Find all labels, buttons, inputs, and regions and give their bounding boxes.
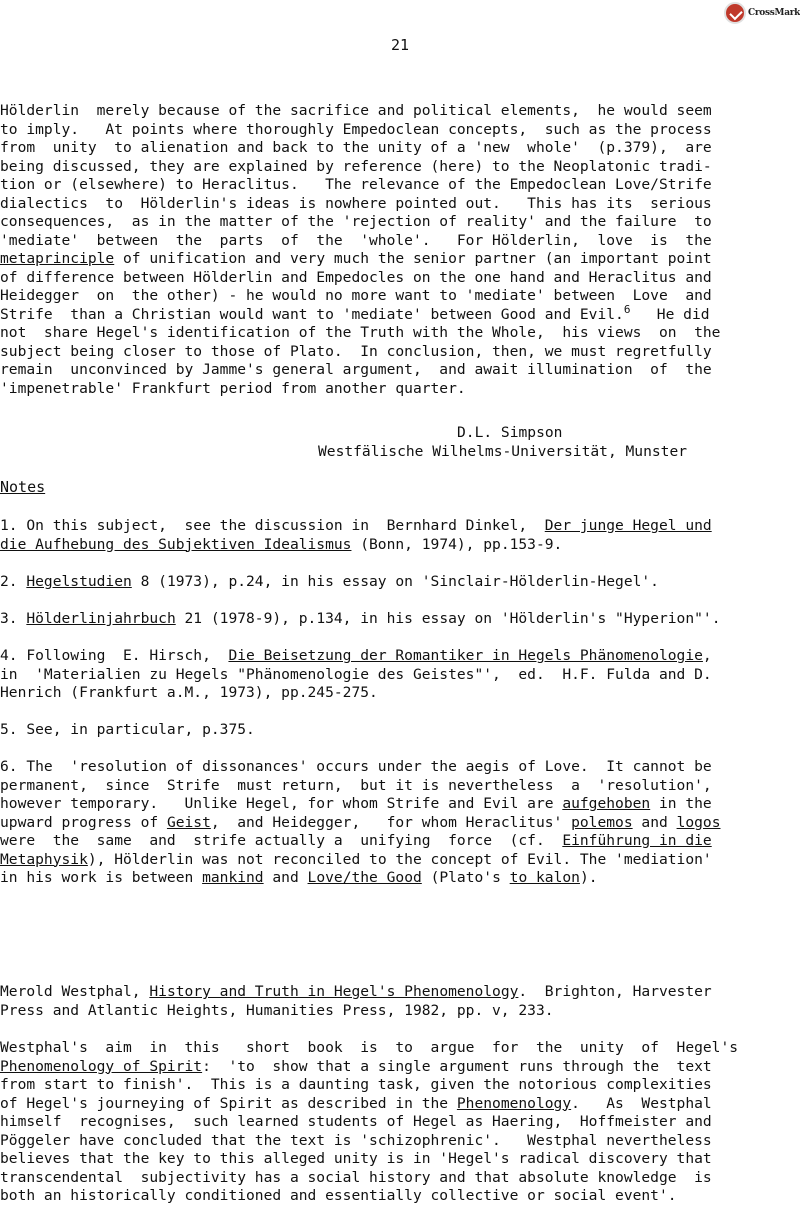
- paragraph-line: 'impenetrable' Frankfurt period from another quarter.: [0, 379, 466, 397]
- note-5: 5. See, in particular, p.375.: [0, 721, 255, 738]
- note-1: 1. On this subject, see the discussion in Bernhard Dinkel, Der junge Hegel und die Aufhebung des Subjektiven Idealismus (Bonn, 1974), pp.153-9.: [0, 517, 712, 553]
- note-2: 2. Hegelstudien 8 (1973), p.24, in his essay on 'Sinclair-Hölderlin-Hegel'.: [0, 573, 659, 590]
- paragraph-line: being discussed, they are explained by reference (here) to the Neoplatonic tradi-: [0, 157, 712, 175]
- paragraph-line: from unity to alienation and back to the unity of a 'new whole' (p.379), are: [0, 139, 712, 156]
- note-6: 6. The 'resolution of dissonances' occurs under the aegis of Love. It cannot be permanent, since Strife must return, but it is nevertheless a 'resolution', however temporary. Unlike Hegel, for whom Strife and Evil are aufgehoben in the upward progress of Geist, and Heidegger, for whom Heraclitus' polemos and logos were the same and strife actually a unifying force (cf. Einführung in die Metaphysik), Hölderlin was not reconciled to the concept of Evil. The 'mediation' in his work is between mankind and Love/the Good (Plato's to kalon).: [0, 758, 721, 886]
- review-citation: Merold Westphal, History and Truth in Hegel's Phenomenology. Brighton, Harvester Press and Atlantic Heights, Humanities Press, 1982, pp. v, 233.: [0, 983, 712, 1019]
- note-4: 4. Following E. Hirsch, Die Beisetzung der Romantiker in Hegels Phänomenologie, in 'Materialien zu Hegels "Phänomenologie des Geistes"', ed. H.F. Fulda and D. Henrich (Frankfurt a.M., 1973), pp.245-275.: [0, 647, 712, 701]
- paragraph-line: Heidegger on the other) - he would no more want to 'mediate' between Love and: [0, 287, 712, 304]
- crossmark-label: CrossMark: [748, 8, 800, 18]
- paragraph-line: tion or (elsewhere) to Heraclitus. The relevance of the Empedoclean Love/Strife: [0, 176, 712, 193]
- note-1-title-cont: die Aufhebung des Subjektiven Idealismus: [0, 535, 352, 553]
- note-4-title: Die Beisetzung der Romantiker in Hegels Phänomenologie: [228, 647, 703, 664]
- crossmark-logo[interactable]: [722, 2, 798, 28]
- note-3: 3. Hölderlinjahrbuch 21 (1978-9), p.134, in his essay on 'Hölderlin's "Hyperion"'.: [0, 610, 721, 627]
- paragraph-line: subject being closer to those of Plato. In conclusion, then, we must regretfully: [0, 342, 712, 360]
- reviewer-affiliation: Westfälische Wilhelms-Universität, Munster: [318, 443, 688, 460]
- review-paragraph: Westphal's aim in this short book is to argue for the unity of Hegel's Phenomenology of Spirit: 'to show that a single argument runs through the text from start to finish'. This is a daunting task, given the notorious complexities of Hegel's journeying of Spirit as described in the Phenomenology. As Westphal himself recognises, such learned students of Hegel as Haering, Hoffmeister and Pöggeler have concluded that the text is 'schizophrenic'. Westphal nevertheless believes that the key to this alleged unity is in 'Hegel's radical discovery that transcendental subjectivity has a social history and that absolute knowledge is both an historically conditioned and essentially collective or social event'.: [0, 1039, 739, 1204]
- note-1-title: Der junge Hegel und: [544, 517, 712, 534]
- page-number: 21: [390, 36, 410, 54]
- paragraph-line: remain unconvinced by Jamme's general argument, and await illumination of the: [0, 361, 712, 378]
- paragraph-line: not share Hegel's identification of the Truth with the Whole, his views on the: [0, 324, 721, 341]
- paragraph-line: 'mediate' between the parts of the 'whole'. For Hölderlin, love is the: [0, 231, 712, 249]
- crossmark-icon: [724, 2, 746, 24]
- paragraph-line: dialectics to Hölderlin's ideas is nowhere pointed out. This has its serious: [0, 194, 712, 212]
- reviewer-name: D.L. Simpson: [457, 424, 563, 441]
- paragraph-line: to imply. At points where thoroughly Empedoclean concepts, such as the process: [0, 120, 712, 138]
- review-book-title: History and Truth in Hegel's Phenomenology: [149, 983, 519, 1000]
- note-3-title: Hölderlinjahrbuch: [26, 610, 176, 627]
- body-paragraph-1: [0, 102, 756, 398]
- paragraph-line: of difference between Hölderlin and Empedocles on the one hand and Heraclitus and: [0, 268, 712, 286]
- notes-heading: Notes: [0, 478, 46, 496]
- paragraph-line: metaprinciple of unification and very much the senior partner (an important point: [0, 250, 712, 267]
- note-2-title: Hegelstudien: [26, 573, 132, 590]
- paragraph-line: Hölderlin merely because of the sacrifice and political elements, he would seem: [0, 102, 712, 119]
- paragraph-line: consequences, as in the matter of the 'rejection of reality' and the failure to: [0, 213, 712, 230]
- paragraph-line: Strife than a Christian would want to 'mediate' between Good and Evil.$^6$ He did: [0, 302, 710, 323]
